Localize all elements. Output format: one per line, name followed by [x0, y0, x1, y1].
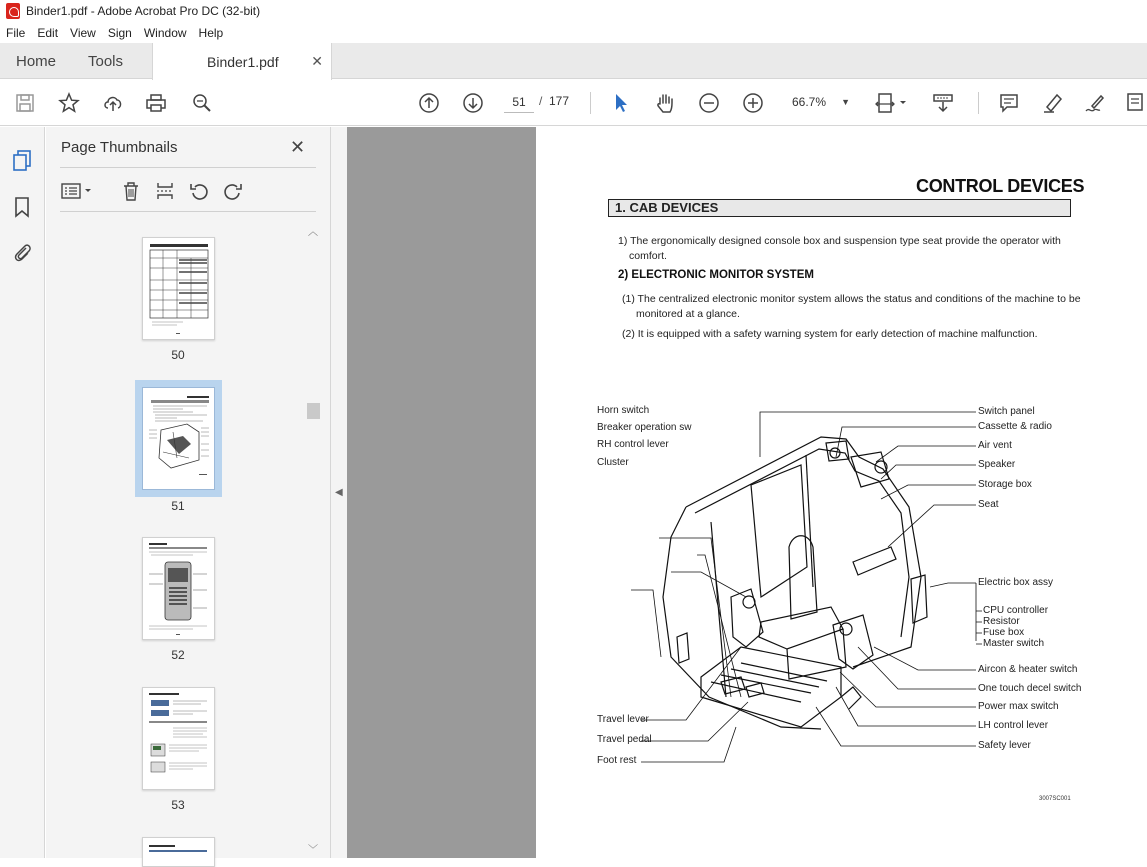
- left-navigation-rail: [0, 127, 45, 858]
- delete-page-icon[interactable]: [119, 179, 143, 203]
- main-toolbar: [0, 80, 1147, 126]
- rotate-clockwise-icon[interactable]: [221, 179, 245, 203]
- scrollbar-thumb[interactable]: [307, 403, 320, 419]
- label-travel-pedal: Travel pedal: [597, 734, 652, 745]
- tab-document[interactable]: [152, 43, 332, 80]
- menu-sign[interactable]: Sign: [107, 25, 132, 40]
- label-safety-lever: Safety lever: [978, 740, 1031, 751]
- cab-devices-diagram: [591, 397, 1147, 777]
- label-air-vent: Air vent: [978, 440, 1012, 451]
- label-horn-switch: Horn switch: [597, 405, 650, 416]
- select-cursor-icon[interactable]: [608, 90, 634, 116]
- label-master-switch: Master switch: [983, 638, 1045, 649]
- highlight-pen-icon[interactable]: [1040, 90, 1066, 116]
- label-lh-control-lever: LH control lever: [978, 720, 1049, 731]
- panel-divider: [60, 167, 316, 168]
- thumbnail-options-icon[interactable]: [60, 179, 96, 203]
- attachment-icon[interactable]: [10, 240, 34, 264]
- bookmark-icon[interactable]: [10, 195, 34, 219]
- figure-code: 3007SC001: [1039, 796, 1071, 802]
- scroll-mode-icon[interactable]: [930, 90, 956, 116]
- hand-tool-icon[interactable]: [652, 90, 678, 116]
- comment-icon[interactable]: [996, 90, 1022, 116]
- paragraph-2-line-1: (1) The centralized electronic monitor system allows the status and conditions of the machine to be: [622, 293, 1081, 305]
- page-thumbnails-panel: [46, 127, 330, 858]
- pdf-page: [536, 127, 1147, 858]
- menu-help[interactable]: Help: [198, 25, 224, 40]
- thumbnail-label: 51: [171, 499, 185, 513]
- more-tools-icon[interactable]: [1124, 90, 1146, 116]
- next-page-icon[interactable]: [460, 90, 486, 116]
- section-heading: 1. CAB DEVICES: [608, 199, 1071, 217]
- panel-divider: [60, 211, 316, 212]
- subsection-heading: 2) ELECTRONIC MONITOR SYSTEM: [618, 269, 814, 281]
- thumbnail-label: 50: [171, 348, 185, 362]
- thumbnail-page-51-selected[interactable]: [135, 380, 222, 497]
- chevron-down-icon: ▼: [841, 97, 850, 107]
- label-speaker: Speaker: [978, 459, 1016, 470]
- label-resistor: Resistor: [983, 616, 1020, 627]
- label-aircon-heater-switch: Aircon & heater switch: [978, 664, 1078, 675]
- document-viewer[interactable]: [347, 127, 1147, 858]
- menu-file[interactable]: File: [6, 25, 26, 40]
- scroll-down-arrow-icon[interactable]: ﹀: [308, 845, 318, 856]
- paragraph-3: (2) It is equipped with a safety warning system for early detection of machine malfunction.: [622, 328, 1038, 340]
- zoom-out-icon[interactable]: [696, 90, 722, 116]
- tab-home[interactable]: Home: [16, 52, 57, 70]
- zoom-in-icon[interactable]: [740, 90, 766, 116]
- acrobat-logo-icon: [6, 3, 20, 19]
- previous-page-icon[interactable]: [416, 90, 442, 116]
- extract-page-icon[interactable]: [153, 179, 177, 203]
- tab-tools[interactable]: Tools: [88, 52, 124, 70]
- tab-bar: [0, 43, 1147, 79]
- label-cpu-controller: CPU controller: [983, 605, 1049, 616]
- window-title: Binder1.pdf - Adobe Acrobat Pro DC (32-bit): [26, 4, 261, 18]
- page-fit-icon[interactable]: [874, 90, 914, 116]
- star-icon[interactable]: [56, 90, 82, 116]
- thumbnail-label: 52: [171, 648, 185, 662]
- find-zoom-icon[interactable]: [189, 90, 215, 116]
- thumbnail-page-53[interactable]: [142, 687, 215, 790]
- label-cluster: Cluster: [597, 457, 629, 468]
- save-icon[interactable]: [12, 90, 38, 116]
- menu-window[interactable]: Window: [143, 25, 187, 40]
- close-panel-icon[interactable]: ✕: [290, 137, 306, 157]
- label-electric-box-assy: Electric box assy: [978, 577, 1054, 588]
- tab-document-label: Binder1.pdf: [207, 53, 279, 70]
- zoom-level-dropdown[interactable]: [786, 91, 856, 113]
- print-icon[interactable]: [143, 90, 169, 116]
- page-number-input[interactable]: 51: [504, 91, 534, 113]
- paragraph-1-line-2: comfort.: [629, 250, 667, 262]
- zoom-level-value: 66.7%: [792, 95, 827, 109]
- toolbar-divider: [978, 92, 979, 114]
- thumbnail-page-52[interactable]: [142, 537, 215, 640]
- label-power-max-switch: Power max switch: [978, 701, 1059, 712]
- label-seat: Seat: [978, 499, 999, 510]
- scroll-up-arrow-icon[interactable]: ︿: [308, 227, 318, 238]
- label-cassette-radio: Cassette & radio: [978, 421, 1052, 432]
- upload-cloud-icon[interactable]: [100, 90, 126, 116]
- page-separator: /: [539, 94, 543, 108]
- menu-view[interactable]: View: [70, 25, 96, 40]
- rotate-counterclockwise-icon[interactable]: [187, 179, 211, 203]
- thumbnail-page-50[interactable]: [142, 237, 215, 340]
- sign-pen-icon[interactable]: [1082, 90, 1108, 116]
- close-tab-icon[interactable]: ✕: [311, 53, 323, 69]
- panel-splitter[interactable]: [330, 127, 347, 858]
- collapse-panel-icon[interactable]: ◀: [335, 487, 343, 498]
- label-rh-control-lever: RH control lever: [597, 439, 669, 450]
- page-heading: CONTROL DEVICES: [916, 176, 1085, 196]
- label-foot-rest: Foot rest: [597, 755, 637, 766]
- panel-title: Page Thumbnails: [61, 139, 178, 156]
- paragraph-2-line-2: monitored at a glance.: [636, 308, 740, 320]
- label-fuse-box: Fuse box: [983, 627, 1025, 638]
- toolbar-divider: [590, 92, 591, 114]
- page-total: 177: [549, 94, 570, 108]
- label-travel-lever: Travel lever: [597, 714, 649, 725]
- page-thumbnails-icon[interactable]: [10, 148, 34, 172]
- menu-bar: [0, 22, 1147, 43]
- paragraph-1-line-1: 1) The ergonomically designed console box and suspension type seat provide the operator with: [618, 235, 1061, 247]
- thumbnails-scrollbar[interactable]: [306, 221, 320, 857]
- label-one-touch-decel-switch: One touch decel switch: [978, 683, 1082, 694]
- label-breaker-operation-sw: Breaker operation sw: [597, 422, 692, 433]
- thumbnail-label: 53: [171, 798, 185, 812]
- label-storage-box: Storage box: [978, 479, 1032, 490]
- menu-edit[interactable]: Edit: [37, 25, 59, 40]
- thumbnail-page-54[interactable]: [142, 837, 215, 867]
- title-bar: [0, 0, 1147, 22]
- label-switch-panel: Switch panel: [978, 406, 1035, 417]
